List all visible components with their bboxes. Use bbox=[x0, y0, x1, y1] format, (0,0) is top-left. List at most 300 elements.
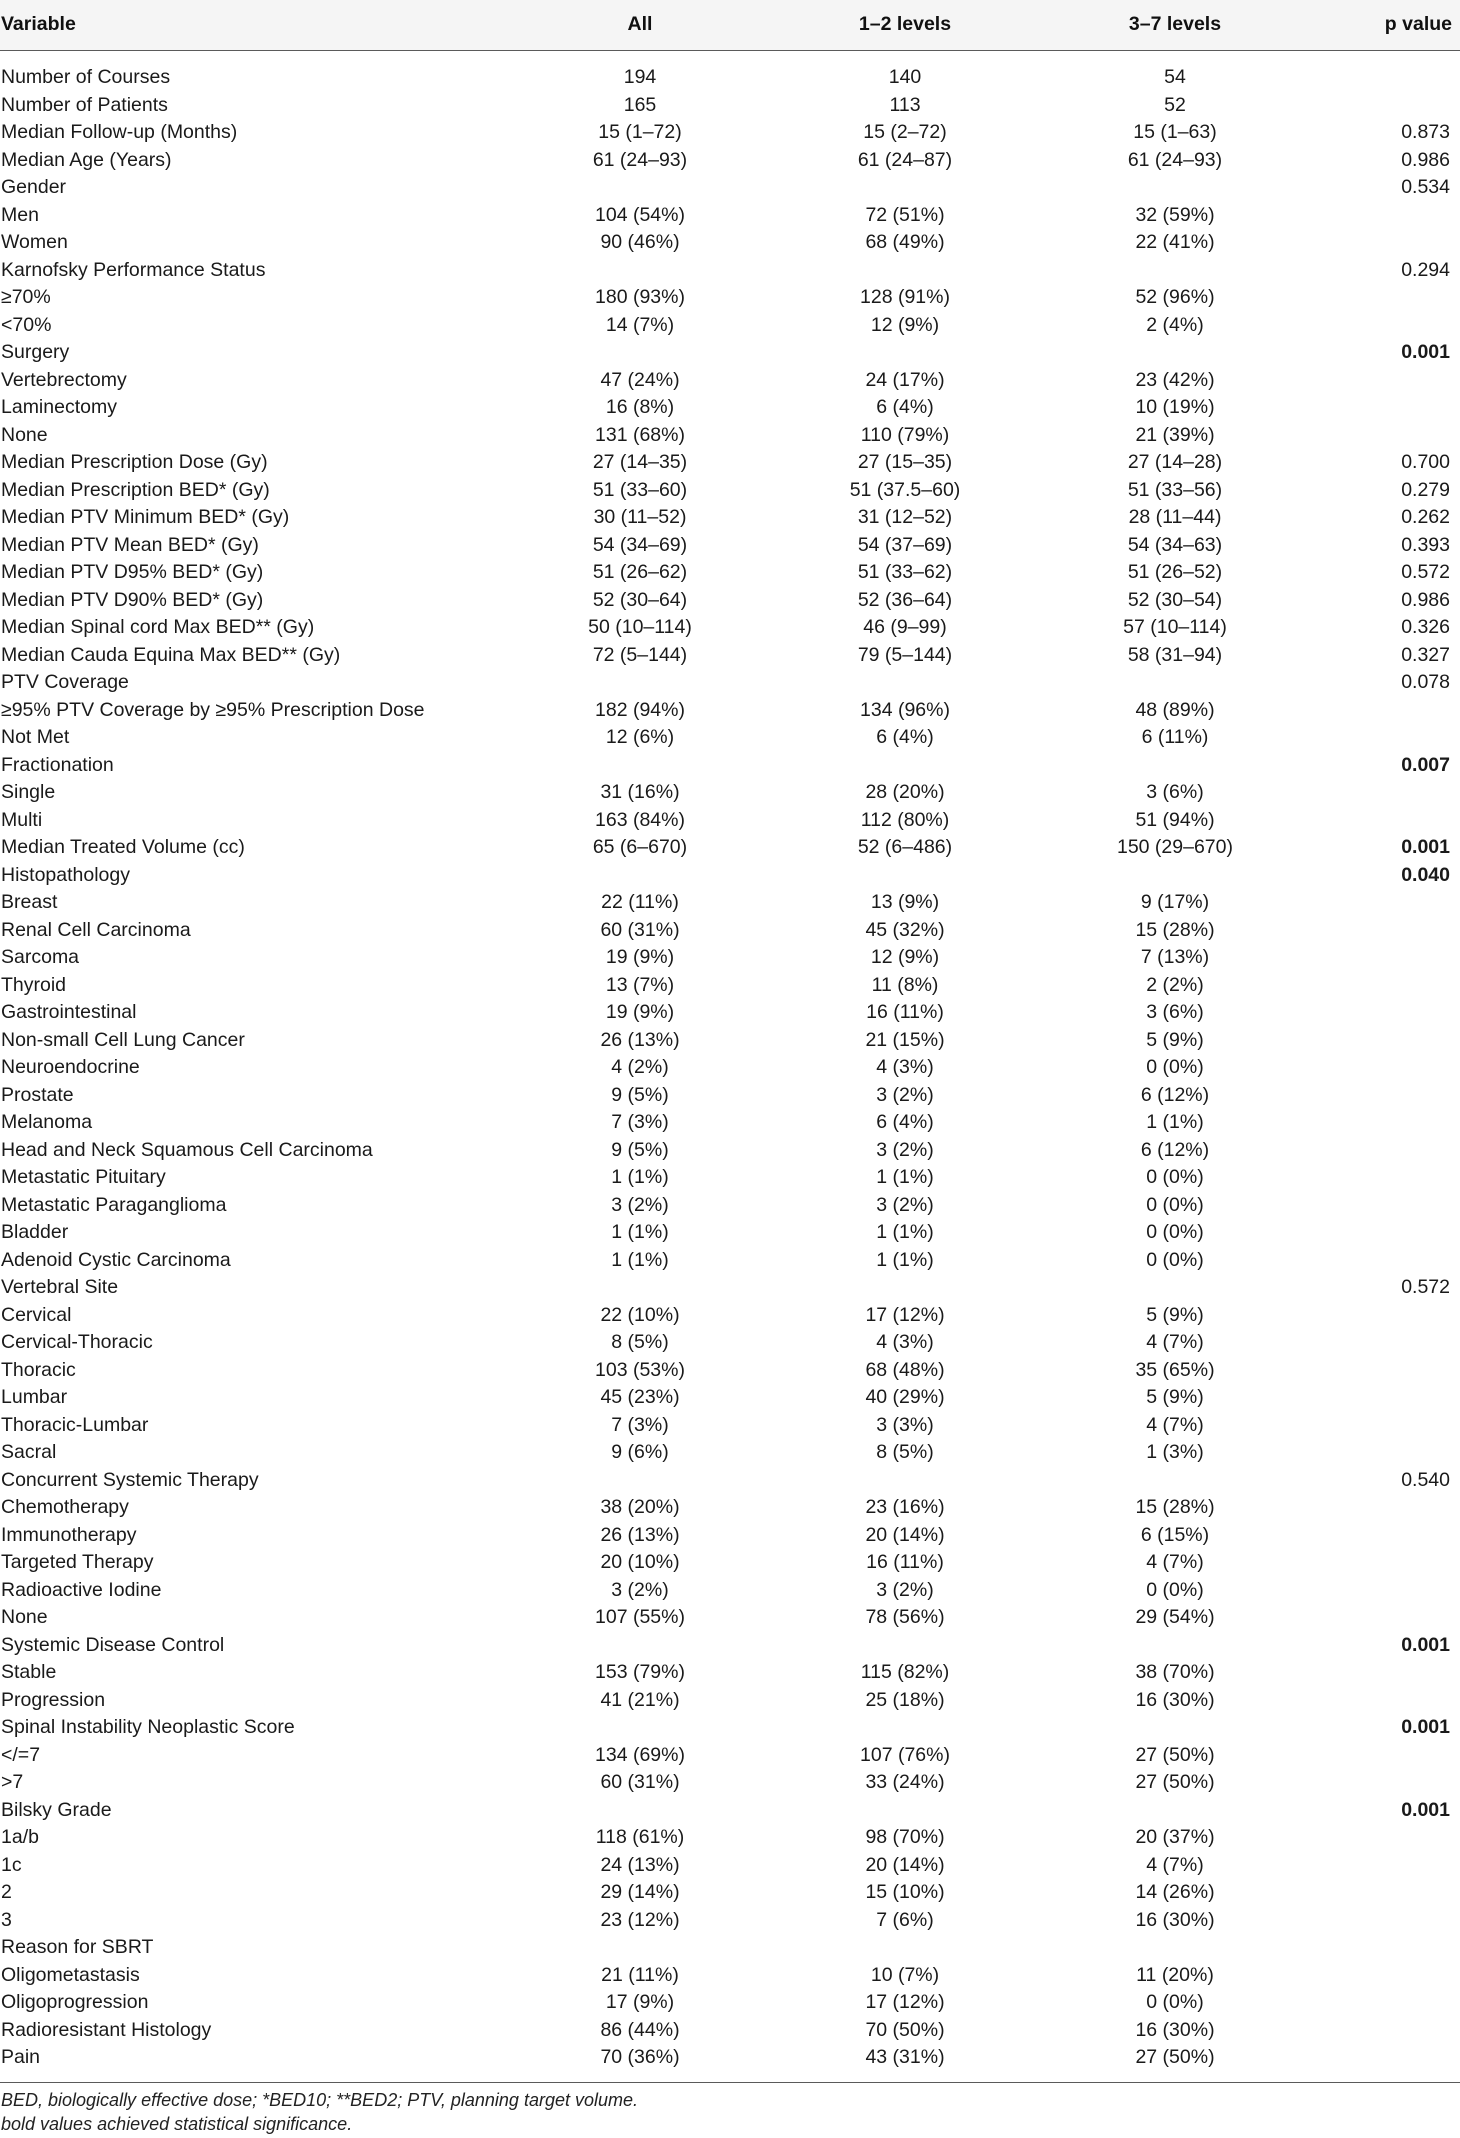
cell-p-value bbox=[1300, 1054, 1460, 1082]
cell-variable: Not Met bbox=[1, 726, 70, 748]
cell-all: 70 (36%) bbox=[600, 2046, 680, 2068]
cell-p-value bbox=[1300, 1082, 1460, 1110]
cell-p-value bbox=[1300, 1522, 1460, 1550]
cell-all: 19 (9%) bbox=[605, 946, 675, 968]
cell-variable: Fractionation bbox=[1, 753, 114, 776]
cell-3-7-levels: 32 (59%) bbox=[1135, 203, 1215, 226]
cell-all bbox=[520, 862, 760, 890]
cell-all: 17 (9%) bbox=[605, 1991, 675, 2013]
cell-p-value bbox=[1300, 1357, 1460, 1385]
cell-variable: Gender bbox=[1, 176, 67, 198]
cell-all bbox=[520, 669, 760, 697]
cell-all: 21 (11%) bbox=[601, 1963, 679, 1986]
cell-3-7-levels: 2 (4%) bbox=[1146, 313, 1204, 336]
cell-3-7-levels bbox=[1050, 1714, 1300, 1742]
cell-variable: Head and Neck Squamous Cell Carcinoma bbox=[1, 1138, 373, 1161]
cell-1-2-levels: 10 (7%) bbox=[870, 1963, 940, 1986]
cell-variable: Thyroid bbox=[1, 973, 67, 996]
cell-p-value bbox=[1300, 1164, 1460, 1192]
cell-variable: Sarcoma bbox=[1, 946, 80, 968]
table-row bbox=[0, 1027, 1460, 1055]
cell-p-value: 0.540 bbox=[1401, 1468, 1450, 1491]
table-row bbox=[0, 257, 1460, 285]
cell-1-2-levels: 7 (6%) bbox=[876, 1908, 934, 1931]
table-row bbox=[0, 1852, 1460, 1880]
cell-p-value: 0.534 bbox=[1401, 176, 1450, 198]
cell-p-value bbox=[1300, 1329, 1460, 1357]
cell-1-2-levels: 1 (1%) bbox=[876, 1248, 934, 1271]
cell-all: 65 (6–670) bbox=[592, 836, 688, 858]
cell-variable: <70% bbox=[1, 313, 52, 336]
cell-1-2-levels: 23 (16%) bbox=[865, 1496, 945, 1518]
cell-3-7-levels: 1 (3%) bbox=[1146, 1441, 1204, 1463]
cell-all: 26 (13%) bbox=[600, 1028, 680, 1051]
cell-1-2-levels: 115 (82%) bbox=[860, 1661, 950, 1683]
cell-p-value bbox=[1300, 1137, 1460, 1165]
cell-1-2-levels: 3 (2%) bbox=[876, 1138, 934, 1161]
cell-1-2-levels bbox=[760, 1632, 1050, 1660]
cell-variable: Median Cauda Equina Max BED** (Gy) bbox=[1, 643, 341, 666]
cell-all bbox=[520, 1714, 760, 1742]
table-row bbox=[0, 1164, 1460, 1192]
cell-variable: Stable bbox=[1, 1661, 57, 1683]
cell-variable: </=7 bbox=[1, 1743, 41, 1766]
cell-p-value bbox=[1300, 1604, 1460, 1632]
table-row bbox=[0, 2044, 1460, 2072]
cell-variable: Pain bbox=[1, 2046, 41, 2068]
cell-variable: Median PTV D90% BED* (Gy) bbox=[1, 588, 264, 611]
header-3-7-levels: 3–7 levels bbox=[1128, 13, 1222, 36]
table-row bbox=[0, 1219, 1460, 1247]
cell-p-value: 0.873 bbox=[1401, 121, 1450, 143]
cell-3-7-levels: 28 (11–44) bbox=[1128, 506, 1222, 528]
cell-variable: Men bbox=[1, 203, 39, 226]
cell-p-value bbox=[1300, 1879, 1460, 1907]
cell-all: 103 (53%) bbox=[595, 1358, 685, 1381]
table-row bbox=[0, 174, 1460, 202]
cell-variable: Prostate bbox=[1, 1083, 74, 1106]
cell-variable: Cervical bbox=[1, 1303, 72, 1326]
cell-3-7-levels: 5 (9%) bbox=[1146, 1303, 1204, 1326]
cell-3-7-levels: 23 (42%) bbox=[1135, 368, 1215, 391]
table-row bbox=[0, 862, 1460, 890]
table-row bbox=[0, 1769, 1460, 1797]
cell-all: 7 (3%) bbox=[611, 1413, 669, 1436]
table-row bbox=[0, 1439, 1460, 1467]
cell-1-2-levels: 3 (2%) bbox=[876, 1193, 934, 1216]
table-row bbox=[0, 504, 1460, 532]
cell-p-value bbox=[1300, 697, 1460, 725]
table-row bbox=[0, 339, 1460, 367]
table-row bbox=[0, 1384, 1460, 1412]
cell-variable: Reason for SBRT bbox=[1, 1936, 154, 1958]
cell-all: 165 bbox=[623, 93, 657, 116]
cell-3-7-levels: 38 (70%) bbox=[1135, 1661, 1215, 1683]
table-row bbox=[0, 917, 1460, 945]
cell-variable: Median Prescription BED* (Gy) bbox=[1, 478, 270, 501]
cell-1-2-levels: 3 (2%) bbox=[876, 1578, 934, 1601]
cell-variable: Melanoma bbox=[1, 1111, 93, 1133]
cell-3-7-levels: 6 (12%) bbox=[1140, 1138, 1210, 1161]
cell-p-value: 0.007 bbox=[1401, 753, 1450, 776]
cell-all: 1 (1%) bbox=[611, 1248, 669, 1271]
cell-1-2-levels: 15 (10%) bbox=[865, 1881, 945, 1903]
cell-p-value bbox=[1300, 1962, 1460, 1990]
cell-all: 104 (54%) bbox=[595, 203, 685, 226]
table-row bbox=[0, 1412, 1460, 1440]
cell-p-value: 0.279 bbox=[1401, 478, 1450, 501]
cell-all: 61 (24–93) bbox=[592, 148, 688, 171]
cell-3-7-levels bbox=[1050, 1934, 1300, 1962]
cell-variable: Median Follow-up (Months) bbox=[1, 121, 238, 143]
cell-all: 1 (1%) bbox=[611, 1221, 669, 1243]
cell-p-value: 0.327 bbox=[1401, 643, 1450, 666]
table-row bbox=[0, 1192, 1460, 1220]
cell-p-value: 0.001 bbox=[1401, 1798, 1450, 1821]
cell-variable: Median Prescription Dose (Gy) bbox=[1, 451, 268, 473]
cell-3-7-levels: 61 (24–93) bbox=[1127, 148, 1223, 171]
cell-1-2-levels: 6 (4%) bbox=[876, 1111, 934, 1133]
cell-all: 180 (93%) bbox=[595, 286, 685, 308]
cell-1-2-levels: 12 (9%) bbox=[870, 946, 940, 968]
cell-all: 3 (2%) bbox=[611, 1578, 669, 1601]
cell-3-7-levels: 54 (34–63) bbox=[1127, 533, 1223, 556]
header-row bbox=[0, 0, 1460, 50]
cell-1-2-levels bbox=[760, 669, 1050, 697]
cell-p-value bbox=[1300, 999, 1460, 1027]
cell-all: 41 (21%) bbox=[600, 1688, 680, 1711]
cell-1-2-levels: 31 (12–52) bbox=[857, 506, 953, 528]
table-row bbox=[0, 724, 1460, 752]
table-row bbox=[0, 1687, 1460, 1715]
cell-all: 20 (10%) bbox=[600, 1551, 680, 1573]
cell-p-value bbox=[1300, 917, 1460, 945]
table-row bbox=[0, 669, 1460, 697]
header-variable: Variable bbox=[1, 13, 76, 36]
cell-variable: Bladder bbox=[1, 1221, 69, 1243]
cell-variable: Spinal Instability Neoplastic Score bbox=[1, 1716, 295, 1738]
cell-3-7-levels: 9 (17%) bbox=[1140, 891, 1210, 913]
cell-p-value: 0.001 bbox=[1401, 1716, 1450, 1738]
cell-all bbox=[520, 1934, 760, 1962]
cell-variable: Sacral bbox=[1, 1441, 57, 1463]
cell-variable: Oligometastasis bbox=[1, 1963, 140, 1986]
cell-1-2-levels: 107 (76%) bbox=[860, 1743, 950, 1766]
cell-p-value bbox=[1300, 1494, 1460, 1522]
table-row bbox=[0, 1604, 1460, 1632]
cell-3-7-levels bbox=[1050, 1797, 1300, 1825]
cell-p-value: 0.986 bbox=[1401, 148, 1450, 171]
cell-1-2-levels: 25 (18%) bbox=[865, 1688, 945, 1711]
cell-3-7-levels: 10 (19%) bbox=[1135, 396, 1215, 418]
cell-all: 3 (2%) bbox=[611, 1193, 669, 1216]
cell-all: 31 (16%) bbox=[600, 781, 680, 803]
cell-variable: Cervical-Thoracic bbox=[1, 1331, 153, 1353]
cell-p-value bbox=[1300, 1989, 1460, 2017]
table-row bbox=[0, 1879, 1460, 1907]
cell-variable: Non-small Cell Lung Cancer bbox=[1, 1028, 245, 1051]
cell-1-2-levels: 27 (15–35) bbox=[857, 451, 953, 473]
cell-p-value bbox=[1300, 1769, 1460, 1797]
cell-variable: Progression bbox=[1, 1688, 106, 1711]
cell-1-2-levels: 1 (1%) bbox=[876, 1221, 934, 1243]
cell-all: 26 (13%) bbox=[600, 1523, 680, 1546]
cell-p-value: 0.572 bbox=[1401, 561, 1450, 583]
cell-3-7-levels: 52 bbox=[1164, 93, 1186, 116]
cell-all: 51 (26–62) bbox=[592, 561, 688, 583]
cell-variable: 2 bbox=[1, 1881, 12, 1903]
cell-1-2-levels bbox=[760, 1467, 1050, 1495]
cell-1-2-levels: 72 (51%) bbox=[865, 203, 945, 226]
cell-1-2-levels: 112 (80%) bbox=[860, 808, 950, 831]
cell-variable: ≥95% PTV Coverage by ≥95% Prescription Dose bbox=[1, 698, 425, 721]
cell-all bbox=[520, 257, 760, 285]
cell-variable: None bbox=[1, 423, 48, 446]
cell-1-2-levels: 110 (79%) bbox=[860, 423, 950, 446]
cell-all: 12 (6%) bbox=[605, 726, 675, 748]
cell-1-2-levels bbox=[760, 1797, 1050, 1825]
cell-1-2-levels: 3 (2%) bbox=[876, 1083, 934, 1106]
cell-3-7-levels: 22 (41%) bbox=[1135, 231, 1215, 253]
cell-1-2-levels: 68 (49%) bbox=[865, 231, 945, 253]
cell-variable: Adenoid Cystic Carcinoma bbox=[1, 1248, 231, 1271]
cell-variable: Laminectomy bbox=[1, 396, 117, 418]
cell-all: 51 (33–60) bbox=[592, 478, 688, 501]
cell-1-2-levels: 45 (32%) bbox=[865, 918, 945, 941]
cell-all: 38 (20%) bbox=[600, 1496, 680, 1518]
cell-3-7-levels: 0 (0%) bbox=[1146, 1166, 1204, 1188]
cell-3-7-levels: 0 (0%) bbox=[1146, 1578, 1204, 1601]
cell-3-7-levels bbox=[1050, 752, 1300, 780]
cell-3-7-levels: 16 (30%) bbox=[1135, 2018, 1215, 2041]
table-body bbox=[0, 50, 1460, 2072]
cell-all: 4 (2%) bbox=[611, 1056, 669, 1078]
cell-p-value bbox=[1300, 1907, 1460, 1935]
cell-3-7-levels: 27 (14–28) bbox=[1127, 451, 1223, 473]
cell-all: 19 (9%) bbox=[605, 1001, 675, 1023]
table-bottom-rule bbox=[0, 2082, 1460, 2083]
table-row bbox=[0, 999, 1460, 1027]
cell-1-2-levels: 4 (3%) bbox=[876, 1331, 934, 1353]
cell-all: 22 (11%) bbox=[601, 891, 679, 913]
cell-variable: Median PTV Mean BED* (Gy) bbox=[1, 533, 259, 556]
cell-3-7-levels: 15 (28%) bbox=[1135, 1496, 1215, 1518]
table-row bbox=[0, 834, 1460, 862]
cell-p-value bbox=[1300, 394, 1460, 422]
table-row bbox=[0, 367, 1460, 395]
cell-all: 15 (1–72) bbox=[598, 121, 682, 143]
cell-all: 118 (61%) bbox=[595, 1826, 685, 1848]
cell-1-2-levels: 13 (9%) bbox=[870, 891, 940, 913]
cell-variable: Metastatic Pituitary bbox=[1, 1166, 166, 1188]
cell-1-2-levels bbox=[760, 339, 1050, 367]
cell-p-value bbox=[1300, 64, 1460, 92]
cell-variable: Vertebral Site bbox=[1, 1276, 119, 1298]
cell-p-value bbox=[1300, 1577, 1460, 1605]
cell-3-7-levels: 16 (30%) bbox=[1135, 1908, 1215, 1931]
cell-variable: PTV Coverage bbox=[1, 671, 129, 693]
cell-3-7-levels: 4 (7%) bbox=[1146, 1413, 1204, 1436]
cell-3-7-levels: 27 (50%) bbox=[1135, 1743, 1215, 1766]
cell-1-2-levels: 4 (3%) bbox=[876, 1056, 934, 1078]
cell-1-2-levels bbox=[760, 1714, 1050, 1742]
cell-1-2-levels: 28 (20%) bbox=[865, 781, 945, 803]
cell-1-2-levels: 20 (14%) bbox=[865, 1523, 945, 1546]
cell-p-value bbox=[1300, 724, 1460, 752]
cell-1-2-levels: 52 (36–64) bbox=[857, 588, 953, 611]
cell-p-value bbox=[1300, 889, 1460, 917]
table-row bbox=[0, 1632, 1460, 1660]
cell-1-2-levels: 78 (56%) bbox=[865, 1606, 945, 1628]
cell-p-value: 0.986 bbox=[1401, 588, 1450, 611]
cell-variable: Multi bbox=[1, 808, 43, 831]
cell-3-7-levels: 51 (94%) bbox=[1135, 808, 1215, 831]
cell-p-value bbox=[1300, 1824, 1460, 1852]
cell-p-value bbox=[1300, 92, 1460, 120]
cell-3-7-levels: 14 (26%) bbox=[1135, 1881, 1215, 1903]
cell-p-value: 0.326 bbox=[1401, 616, 1450, 638]
cell-p-value bbox=[1300, 1439, 1460, 1467]
cell-1-2-levels bbox=[760, 752, 1050, 780]
cell-3-7-levels: 51 (26–52) bbox=[1127, 561, 1223, 583]
cell-3-7-levels: 15 (28%) bbox=[1135, 918, 1215, 941]
table-row bbox=[0, 944, 1460, 972]
cell-variable: Oligoprogression bbox=[1, 1991, 149, 2013]
cell-3-7-levels: 0 (0%) bbox=[1146, 1193, 1204, 1216]
table-row bbox=[0, 779, 1460, 807]
cell-p-value bbox=[1300, 2044, 1460, 2072]
cell-variable: Women bbox=[1, 231, 68, 253]
cell-all: 86 (44%) bbox=[600, 2018, 680, 2041]
cell-3-7-levels: 5 (9%) bbox=[1146, 1386, 1204, 1408]
cell-1-2-levels: 16 (11%) bbox=[866, 1001, 944, 1023]
table-row bbox=[0, 92, 1460, 120]
cell-p-value bbox=[1300, 367, 1460, 395]
table-row bbox=[0, 394, 1460, 422]
cell-all: 131 (68%) bbox=[595, 423, 685, 446]
table-row bbox=[0, 119, 1460, 147]
cell-all bbox=[520, 752, 760, 780]
cell-1-2-levels: 16 (11%) bbox=[866, 1551, 944, 1573]
table-row bbox=[0, 1742, 1460, 1770]
cell-3-7-levels: 6 (11%) bbox=[1141, 726, 1209, 748]
cell-p-value bbox=[1300, 312, 1460, 340]
cell-variable: Neuroendocrine bbox=[1, 1056, 140, 1078]
table-row bbox=[0, 147, 1460, 175]
cell-3-7-levels: 29 (54%) bbox=[1135, 1606, 1215, 1628]
cell-3-7-levels: 27 (50%) bbox=[1135, 2046, 1215, 2068]
cell-all: 14 (7%) bbox=[605, 313, 675, 336]
cell-p-value: 0.262 bbox=[1401, 506, 1450, 528]
cell-3-7-levels: 4 (7%) bbox=[1146, 1331, 1204, 1353]
cell-3-7-levels: 27 (50%) bbox=[1135, 1771, 1215, 1793]
table-row bbox=[0, 1494, 1460, 1522]
cell-1-2-levels: 61 (24–87) bbox=[857, 148, 953, 171]
header-1-2-levels: 1–2 levels bbox=[858, 13, 952, 36]
cell-p-value bbox=[1300, 1247, 1460, 1275]
cell-p-value bbox=[1300, 202, 1460, 230]
table-row bbox=[0, 1989, 1460, 2017]
cell-p-value bbox=[1300, 1219, 1460, 1247]
cell-p-value bbox=[1300, 2017, 1460, 2045]
footnote-abbreviations: BED, biologically effective dose; *BED10; **BED2; PTV, planning target volume. bbox=[1, 2090, 638, 2110]
cell-3-7-levels: 6 (15%) bbox=[1140, 1523, 1210, 1546]
cell-1-2-levels: 46 (9–99) bbox=[863, 616, 947, 638]
cell-3-7-levels: 6 (12%) bbox=[1140, 1083, 1210, 1106]
table-row bbox=[0, 1549, 1460, 1577]
cell-p-value bbox=[1300, 1852, 1460, 1880]
cell-3-7-levels bbox=[1050, 174, 1300, 202]
cell-variable: Thoracic-Lumbar bbox=[1, 1413, 149, 1436]
cell-all: 1 (1%) bbox=[611, 1166, 669, 1188]
table-row bbox=[0, 1329, 1460, 1357]
cell-3-7-levels: 51 (33–56) bbox=[1127, 478, 1223, 501]
cell-3-7-levels bbox=[1050, 862, 1300, 890]
cell-variable: Gastrointestinal bbox=[1, 1001, 137, 1023]
cell-all: 60 (31%) bbox=[600, 918, 680, 941]
table-row bbox=[0, 202, 1460, 230]
cell-3-7-levels: 3 (6%) bbox=[1146, 781, 1204, 803]
cell-3-7-levels: 1 (1%) bbox=[1146, 1111, 1204, 1133]
cell-3-7-levels: 16 (30%) bbox=[1135, 1688, 1215, 1711]
cell-all bbox=[520, 1797, 760, 1825]
cell-1-2-levels bbox=[760, 1934, 1050, 1962]
cell-all: 182 (94%) bbox=[595, 698, 685, 721]
cell-p-value bbox=[1300, 1192, 1460, 1220]
cell-3-7-levels: 52 (96%) bbox=[1135, 286, 1215, 308]
cell-all: 153 (79%) bbox=[595, 1661, 685, 1683]
cell-p-value bbox=[1300, 779, 1460, 807]
cell-variable: Radioresistant Histology bbox=[1, 2018, 212, 2041]
cell-p-value: 0.001 bbox=[1401, 341, 1450, 363]
cell-1-2-levels: 6 (4%) bbox=[876, 726, 934, 748]
table-row bbox=[0, 449, 1460, 477]
cell-p-value bbox=[1300, 807, 1460, 835]
table-row bbox=[0, 1797, 1460, 1825]
table-row bbox=[0, 1109, 1460, 1137]
cell-p-value bbox=[1300, 1302, 1460, 1330]
cell-3-7-levels: 0 (0%) bbox=[1146, 1221, 1204, 1243]
cell-all: 23 (12%) bbox=[600, 1908, 680, 1931]
cell-1-2-levels: 113 bbox=[889, 93, 921, 116]
table-row bbox=[0, 1577, 1460, 1605]
cell-all bbox=[520, 339, 760, 367]
cell-p-value bbox=[1300, 422, 1460, 450]
footnote-bold-note: bold values achieved statistical significance. bbox=[1, 2114, 353, 2134]
cell-p-value: 0.001 bbox=[1401, 836, 1450, 858]
cell-variable: Number of Courses bbox=[1, 66, 171, 88]
cell-all bbox=[520, 1467, 760, 1495]
table-row bbox=[0, 587, 1460, 615]
cell-all: 27 (14–35) bbox=[592, 451, 688, 473]
cell-variable: Median Spinal cord Max BED** (Gy) bbox=[1, 616, 315, 638]
cell-3-7-levels bbox=[1050, 669, 1300, 697]
cell-1-2-levels: 40 (29%) bbox=[865, 1386, 945, 1408]
header-all: All bbox=[627, 13, 653, 36]
cell-1-2-levels: 15 (2–72) bbox=[863, 121, 947, 143]
cell-all: 45 (23%) bbox=[600, 1386, 680, 1408]
cell-1-2-levels: 17 (12%) bbox=[865, 1991, 945, 2013]
cell-variable: ≥70% bbox=[1, 286, 51, 308]
table-row bbox=[0, 1659, 1460, 1687]
cell-1-2-levels: 33 (24%) bbox=[865, 1771, 945, 1793]
cell-3-7-levels: 150 (29–670) bbox=[1116, 836, 1233, 858]
cell-variable: Metastatic Paraganglioma bbox=[1, 1193, 227, 1216]
table-row bbox=[0, 614, 1460, 642]
table-row bbox=[0, 697, 1460, 725]
cell-all: 90 (46%) bbox=[600, 231, 680, 253]
cell-variable: Thoracic bbox=[1, 1358, 76, 1381]
